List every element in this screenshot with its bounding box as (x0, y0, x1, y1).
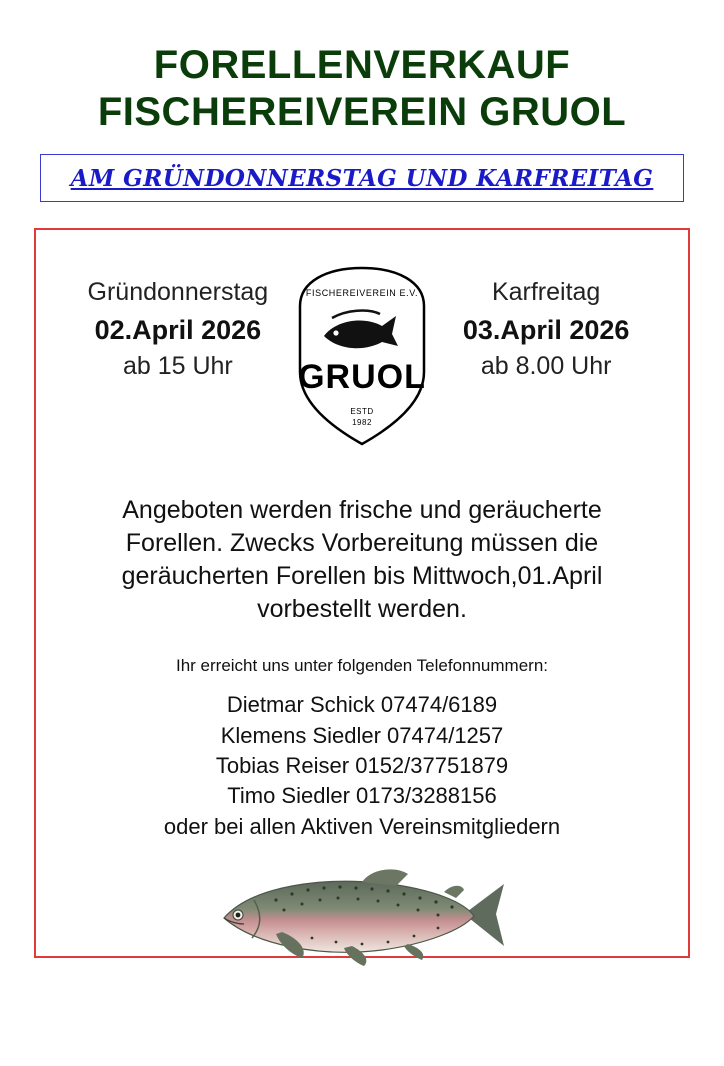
list-item: oder bei allen Aktiven Vereinsmitgliedern (163, 813, 561, 839)
svg-text:GRUOL: GRUOL (298, 358, 426, 397)
date-value: 03.April 2026 (462, 314, 630, 345)
svg-text:1982: 1982 (352, 418, 372, 428)
date-value: 02.April 2026 (94, 314, 262, 345)
list-item: Klemens Siedler 07474/1257 (220, 722, 504, 748)
svg-text:ESTD: ESTD (350, 407, 374, 417)
subtitle-text: AM GRÜNDONNERSTAG UND KARFREITAG (70, 164, 654, 192)
list-item: Timo Siedler 0173/3288156 (227, 783, 497, 809)
contact-lead-text: Ihr erreicht uns unter folgenden Telefonnummern: (175, 656, 549, 676)
date-day-label: Karfreitag (491, 278, 601, 307)
svg-text:FISCHEREIVEREIN E.V.: FISCHEREIVEREIN E.V. (305, 288, 419, 299)
subtitle-box (40, 154, 684, 202)
offer-text: Angeboten werden frische und geräucherte Forellen. Zwecks Vorbereitung müssen die geräucherten Forellen bis Mittwoch,01.April vorbestellt werden. (121, 496, 603, 624)
trout-illustration (54, 860, 670, 970)
rainbow-trout-icon (212, 860, 512, 970)
date-day-label: Gründonnerstag (87, 278, 269, 307)
club-logo (284, 262, 441, 452)
page-title (0, 42, 724, 136)
list-item: Dietmar Schick 07474/6189 (226, 692, 498, 718)
date-time: ab 8.00 Uhr (480, 352, 612, 381)
fish-crest-icon (286, 262, 438, 452)
content-panel (34, 228, 690, 958)
date-time: ab 15 Uhr (122, 352, 233, 381)
dates-row (54, 252, 670, 452)
title-line-1: FORELLENVERKAUF (153, 43, 571, 87)
title-line-2: FISCHEREIVEREIN GRUOL (97, 90, 627, 135)
date-block-gruendonnerstag (72, 276, 284, 383)
contact-list (54, 690, 670, 842)
list-item: Tobias Reiser 0152/37751879 (215, 753, 509, 779)
poster-page (0, 42, 724, 1066)
date-block-karfreitag (440, 276, 652, 383)
